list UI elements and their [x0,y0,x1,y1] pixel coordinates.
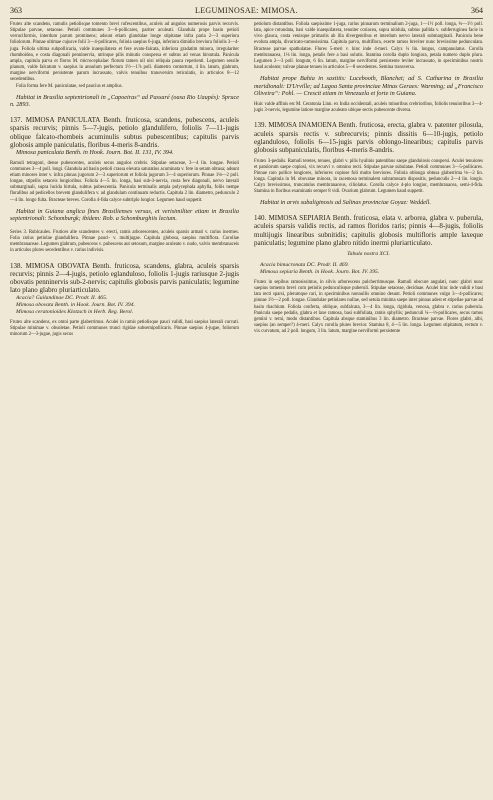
body-paragraph: Huic valde affinis est M. Ceratonia Linn. ex India occidentali, aculeis minoribus crebrioribus, foliolis tenuioribus 3—4-jugis 3-nervis, legumine latiore margine aculeato ubique sectis pubescente diversa. [254,102,483,114]
paragraph-spacer [254,114,483,121]
paragraph-spacer [254,207,483,214]
left-text-column [10,22,239,338]
habitat-note: Habitat in Guiana anglica fines Brasilienses versus, et verisimiliter etiam in Brasilia septentrionali: Schomburgk; ibidem: Rob. a Schomburghiis lecium. [10,207,239,223]
species-heading: 139. MIMOSA INAMOENA Benth. fruticosa, erecta, glabra v. patenter pilosula, aculeis sparsis rectis v. subrecurvis; pinnis dissitis 6—10-jugis, petiolo eglanduloso, foliolis 6—15-jugis parvis oblongo-linearibus; capitulis parvis globosis subpaniculatis, floribus 4-meris 8-andris. [254,121,483,155]
plate-reference: Tabula nostra XCI. [347,251,390,258]
header-rule [10,18,483,19]
paragraph-spacer [10,223,239,230]
page-number-left: 363 [10,6,22,15]
body-paragraph: Frutex 3-pedalis. Ramuli teretes, tenues, glabri v. pilis hyalinis patentibus saepe glandulosis conspersi. Aculei tenuiores et patulorum saepe copiosi, vix recurvi v. omnino recti. Stipulae parvae subulatae. Petioli communes 3—5-pollicares. Pinnae raro pollice longiores, inferiores copiose foli multo breviores. Foliola oblonga obtusa glaberrima ⅛—2 lin. longa. Capitula in M. obovatae minora, in racemosa terminalem subramosam dispositis, pedunculis 2—4 lin. longis. Calyx brevissimus, truncatulus membranaceus, ciliolatus. Corolla calyce 4-plo longior, membranacea, semi-4-fida. Stamina in floribus examinatis semper 8 vidi. Ovarium glabrum. Legumen haud suppetit. [254,158,483,195]
body-paragraph: petiolum distantibus. Foliola saepissime 1-juga, rarius pinnarum terminalium 2-juga, 1—1½ poll. longa, ¾—1½ poll. lata, apice rotundata, basi valde inaequilatera, tenuiter coriacea, supra nitidula, subtus pallida v. subferruginea facie in vivo glauca, costa venisque primariis ab illa divergentibus et interdum nervo laterali submarginali. Panicula bene evoluta ampla, divaricato-ramosissima. Capitula parva, multiflora, exerte ramos breviter nunc brevissime pedunculata. Bracteae parvae spathulatae. Flores 5-meri v. hinc inde 4-meri. Calyx ¼ lin. longus, campanulatus. Corolla membranacea, 1⅛ lin. longa, petalis fere a basi solutis. Stamina corolla duplo longiora, petala numero duplo plura. Legumen 2—3 poll. longum, 6 lin. latum, margine nerviformi persistente leviter incrassato, in speciminibus nostris haud aculeato; valvae planae tenues in articulos 5—8 secedentes. Semina transversa. [254,22,483,71]
habitat-note: Habitat in Brasilia septentrionali in „Capoeiras“ ad Passaré (oasa Rio Uaupés): Spruce n. 2893. [10,93,239,109]
running-header [0,6,493,18]
species-heading: 140. MIMOSA SEPIARIA Benth. fruticosa, elata v. arborea, glabra v. puberula, aculeis sparsis validis rectis, ad ramos floridos raris; pinnis 4—8-jugis, foliolis multijugis linearibus subnitidis; capitulis globosis multifloris ample laxeque paniculatis; legumine plano glabro nitido inermi pluriarticulato. [254,214,483,247]
species-heading: 137. MIMOSA PANICULATA Benth. fruticosa, scandens, pubescens, aculeis sparsis recurvis; pinnis 5—7-jugis, petiolo glandulifero, foliolis 7—11-jugis oblique falcato-rhombeis acuminulis subtus pubescentibus; capitulis parvis globosis ample paniculatis, floribus 4-meris 8-andris. [10,115,239,149]
synonym-reference: Acacia bimucronata DC. Prodr. II. 469. [260,262,349,269]
body-paragraph: Frutex in sepibus ramosissimus, in silvis arborescens pulcherrimusque. Ramuli obscure angulati, nunc glabri nunc saepius tomento brevi cum petiolis pedunculisque puberuli. Stipulae setaceae, deciduae. Aculei hinc inde validi e basi lata recti sparsi, plerumque rari, in speciminibus nonnullis omnino desunt. Petioli communes vulgo 3—4-pollicares; pinnae 1½—2 poll. longae. Glandulae petiolares nullae, sed setula minima saepe inter pinnas adest et stipellae parvae ad basin rhachium. Foliola conferta, oblique, subfalcata, 3—4 lin. longa, rigidula, venosa, glabra v. rarius puberula. Panicula saepe pedalis, glabra et laxe ramosa, basi subfoliata, ramis sphyllis; pedunculi ¼—⅓-pollicares, secus ramos gemini v. terni, modo distantibus. Capitula absque staminibus 3 lin. diametro. Bracteae parvae. Flores glabri, albi, saepius (an semper?) 4-meri. Calyx corolla plures brevior. Stamina 8, 4—5 lin. longa. Legumen stipitatum, rectum v. vix curvatum, ad 2 poll. longum, 3 lin. latum, margine nerviformi persistente [254,279,483,335]
synonym-reference: Mimosa sepiaria Benth. in Hook. Journ. Bot. IV. 395. [260,269,380,276]
species-heading: 138. MIMOSA OBOVATA Benth. fruticosa, scandens, glabra, aculeis sparsis recurvis; pinnis 2—4-jugis, petiolo eglanduloso, foliolis 1-jugis rariusque 2-jugis obovatis penninervis sub-2-nervis; capitulis globosis parvis paniculatis; legumine lato plano glabro pluriarticulato. [10,261,239,295]
page-number-right: 364 [471,6,483,15]
synonym-reference: Acacia? Guilandinae DC. Prodr. II. 465. [16,294,108,301]
paragraph-spacer [10,109,239,116]
synonym-reference: Mimosa ceratonioides Klotzsch in Herb. Reg. Berol. [16,308,134,315]
paragraph-spacer [10,255,239,262]
body-paragraph: Ramuli tetragoni, dense pubescentes, aculeis secus angulos crebris. Stipulae setaceae, 3—4 lin. longae. Petioli communes 3—4 poll. longi. Glandula ad basin petioli crassa elevata saturatius acuminata v. fere in setam obtusa; adsunt etiam minores inter v. infra pinnas jugorum 2—3 superiorum et foliola jugorum 3—4 superiorum. Pinnae 1⅛—2 poll. longae, stipellis setaceis longioribus. Foliola 4—5 lin. longa, basi sub-3-nervia, costa fere diagonali, nervo laterali submarginali, supra lucida hirtula, subtus pubescentia. Panicula terminalis ampla polycephala aphylla, foliis nempe floralibus ad pedicellos brevem glandulifera v. ad glandulam continuam reductis. Capitula 2 lin. diametro, pedunculo 2—4 lin. longo fulta. Bracteae breves. Corolla 4-fida calyce subtriplo longior. Legumen haud suppetit. [10,160,239,203]
habitat-note: Habitat in arvis subaliginosis ad Salinas provinciae Goyaz: Weddell. [260,199,431,207]
habitat-note: Mimosa paniculata Benth. in Hook. Journ. Bot. II. 131, IV. 394. [16,149,174,157]
right-text-column [254,22,483,335]
running-title: LEGUMINOSAE: MIMOSA. [195,6,298,15]
body-paragraph: Frutex alte scandens, ramulis petiolisque tomento brevi rufescentibus, aculeis ad angulos numerosis parvis recurvis. Stipulae parvae, setaceae. Petioli communes 3—6-pollicares, pariter aculeati. Glandula prope basin petioli verruciformis, interdum parum prominens; adsunt etiam glandulae longe stipitatae infra paria 2—3 superiora foliolorum. Pinnae ultimae cujusve folii 3—4-pollicares, foliola saepius 6-juga, inferiora dimidio breviora foliolis 3—4-juga. Foliola ultima subpollicaria, valde inaequilatera et fere ovato-falcata, inferiora gradatim minora, irregulariter rhomboidea, e costa diagonali penninervia, utrinque pilis minutis conspersa et subtus ad venas hirsutula. Panicula ampla, capitula parva et floros M. microcephalae: florum tamen nil nisi reliquia pauca reperienti. Legumen sessile planum, valde falcatum v. saepius in annulum perfectum 1½—1⅞ poll. diametro contortum, 4 lin. latum, glabrum, margine nerviformi persistente parum incrassato, valvis tenuibus transversim reticulatis, in articulos 8—12 secedentibus. [10,22,239,83]
body-paragraph: Frutex alte scandens, ex omni parte glaberrimus. Aculei in ramis petiolisque pauci validi, basi saepius laterali curvati. Stipulae minimae v. obsoletae. Petioli communes trunci rigidae subsemipollicaris. Pinnae saepius 4-jugae, foliorum minorum 2—3-jugae, jugis secus [10,319,239,337]
habitat-note: Habitat prope Bahia in saxitiis: Lucebooth, Blanchet; ad S. Catharina in Brasilia meridionali: D'Urville; ad Lagoa Santa provinciae Minas Geraes: Warming; ad „Francisco Oliveira“: Pohl. — Crescit etiam in Venezuela et forte in Guiana. [254,75,483,98]
body-paragraph: Series 3. Rubicaules. Frutices alte scandentes v. erecti, ramis arborescentes, aculeis sparsis armati v. rarius inermes. Folia rarius petiolae glandulifera. Pinnae pauci- v. multijugae. Capitula globosa, saepius multiflora. Corollae membranaceae. Legumen glabrum, pubescens v. pubescens aut setosum, margine aculeato v. nudo, valvis membranaceis in articulos plures secedentibus v. rarius indivisis. [10,229,239,254]
synonym-reference: Mimosa obovata Benth. in Hook. Journ. Bot. IV. 394. [16,301,135,308]
body-paragraph: Folia forma fere M. paniculatae, sed paucius et amplius. [16,83,123,89]
